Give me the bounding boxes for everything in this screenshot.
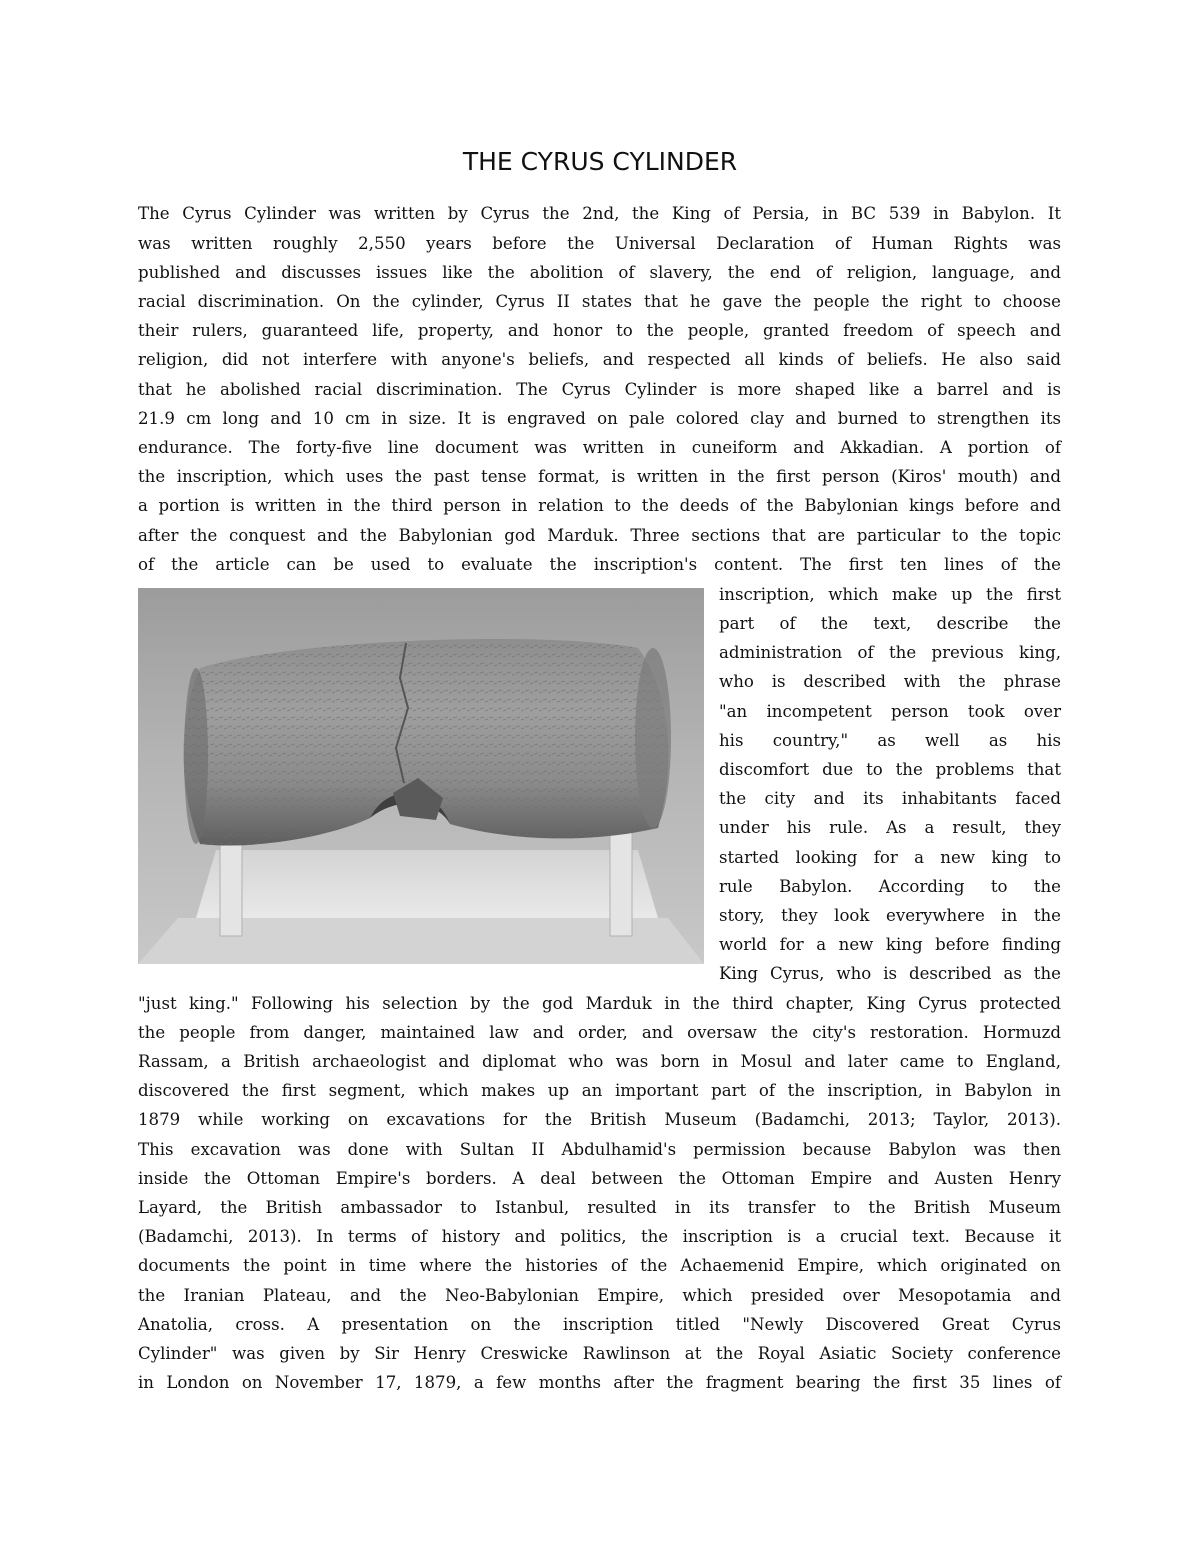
text-line: racial discrimination. On the cylinder, Cyrus II states that he gave the people the right to choose bbox=[138, 292, 1061, 311]
text-line: the people from danger, maintained law and order, and oversaw the city's restoration. Hormuzd bbox=[138, 1023, 1061, 1042]
text-line: part of the text, describe the bbox=[719, 614, 1061, 633]
text-line: in London on November 17, 1879, a few months after the fragment bearing the first 35 lines of bbox=[138, 1373, 1061, 1392]
page-title: THE CYRUS CYLINDER bbox=[462, 147, 738, 176]
text-line: their rulers, guaranteed life, property, and honor to the people, granted freedom of speech and bbox=[138, 321, 1061, 340]
text-line: 21.9 cm long and 10 cm in size. It is engraved on pale colored clay and burned to strengthen its bbox=[138, 409, 1061, 428]
text-line: Cylinder" was given by Sir Henry Creswicke Rawlinson at the Royal Asiatic Society conference bbox=[138, 1344, 1061, 1363]
text-line: Layard, the British ambassador to Istanbul, resulted in its transfer to the British Museum bbox=[138, 1198, 1061, 1217]
text-line: story, they look everywhere in the bbox=[719, 906, 1061, 925]
text-line: "an incompetent person took over bbox=[719, 702, 1061, 721]
text-line: This excavation was done with Sultan II Abdulhamid's permission because Babylon was then bbox=[138, 1140, 1061, 1159]
text-line: inscription, which make up the first bbox=[719, 585, 1061, 604]
text-line: religion, did not interfere with anyone's beliefs, and respected all kinds of beliefs. He also said bbox=[138, 350, 1061, 369]
text-line: The Cyrus Cylinder was written by Cyrus the 2nd, the King of Persia, in BC 539 in Babylon. It bbox=[138, 204, 1061, 223]
text-line: rule Babylon. According to the bbox=[719, 877, 1061, 896]
text-line: was written roughly 2,550 years before the Universal Declaration of Human Rights was bbox=[138, 234, 1061, 253]
text-line: documents the point in time where the histories of the Achaemenid Empire, which originated on bbox=[138, 1256, 1061, 1275]
text-line: published and discusses issues like the abolition of slavery, the end of religion, language, and bbox=[138, 263, 1061, 282]
text-line: started looking for a new king to bbox=[719, 848, 1061, 867]
text-line: world for a new king before finding bbox=[719, 935, 1061, 954]
text-line: the city and its inhabitants faced bbox=[719, 789, 1061, 808]
text-line: of the article can be used to evaluate the inscription's content. The first ten lines of the bbox=[138, 555, 1061, 574]
text-line: endurance. The forty-five line document was written in cuneiform and Akkadian. A portion of bbox=[138, 438, 1061, 457]
text-line: administration of the previous king, bbox=[719, 643, 1061, 662]
text-line: King Cyrus, who is described as the bbox=[719, 964, 1061, 983]
text-line: Rassam, a British archaeologist and diplomat who was born in Mosul and later came to England, bbox=[138, 1052, 1061, 1071]
text-line: (Badamchi, 2013). In terms of history and politics, the inscription is a crucial text. Because it bbox=[138, 1227, 1061, 1246]
text-line: a portion is written in the third person in relation to the deeds of the Babylonian kings before and bbox=[138, 496, 1061, 515]
cylinder-illustration bbox=[138, 588, 704, 964]
cyrus-cylinder-photo bbox=[138, 588, 704, 964]
text-line: under his rule. As a result, they bbox=[719, 818, 1061, 837]
text-line: his country," as well as his bbox=[719, 731, 1061, 750]
text-line: who is described with the phrase bbox=[719, 672, 1061, 691]
text-line: that he abolished racial discrimination. The Cyrus Cylinder is more shaped like a barrel and is bbox=[138, 380, 1061, 399]
text-line: the Iranian Plateau, and the Neo-Babylonian Empire, which presided over Mesopotamia and bbox=[138, 1286, 1061, 1305]
text-line: 1879 while working on excavations for the British Museum (Badamchi, 2013; Taylor, 2013). bbox=[138, 1110, 1061, 1129]
text-line: discovered the first segment, which makes up an important part of the inscription, in Babylon in bbox=[138, 1081, 1061, 1100]
text-line: inside the Ottoman Empire's borders. A deal between the Ottoman Empire and Austen Henry bbox=[138, 1169, 1061, 1188]
text-line: discomfort due to the problems that bbox=[719, 760, 1061, 779]
text-line: after the conquest and the Babylonian god Marduk. Three sections that are particular to the topic bbox=[138, 526, 1061, 545]
text-line: Anatolia, cross. A presentation on the inscription titled "Newly Discovered Great Cyrus bbox=[138, 1315, 1061, 1334]
text-line: the inscription, which uses the past tense format, is written in the first person (Kiros' mouth) and bbox=[138, 467, 1061, 486]
text-line: "just king." Following his selection by the god Marduk in the third chapter, King Cyrus protected bbox=[138, 994, 1061, 1013]
